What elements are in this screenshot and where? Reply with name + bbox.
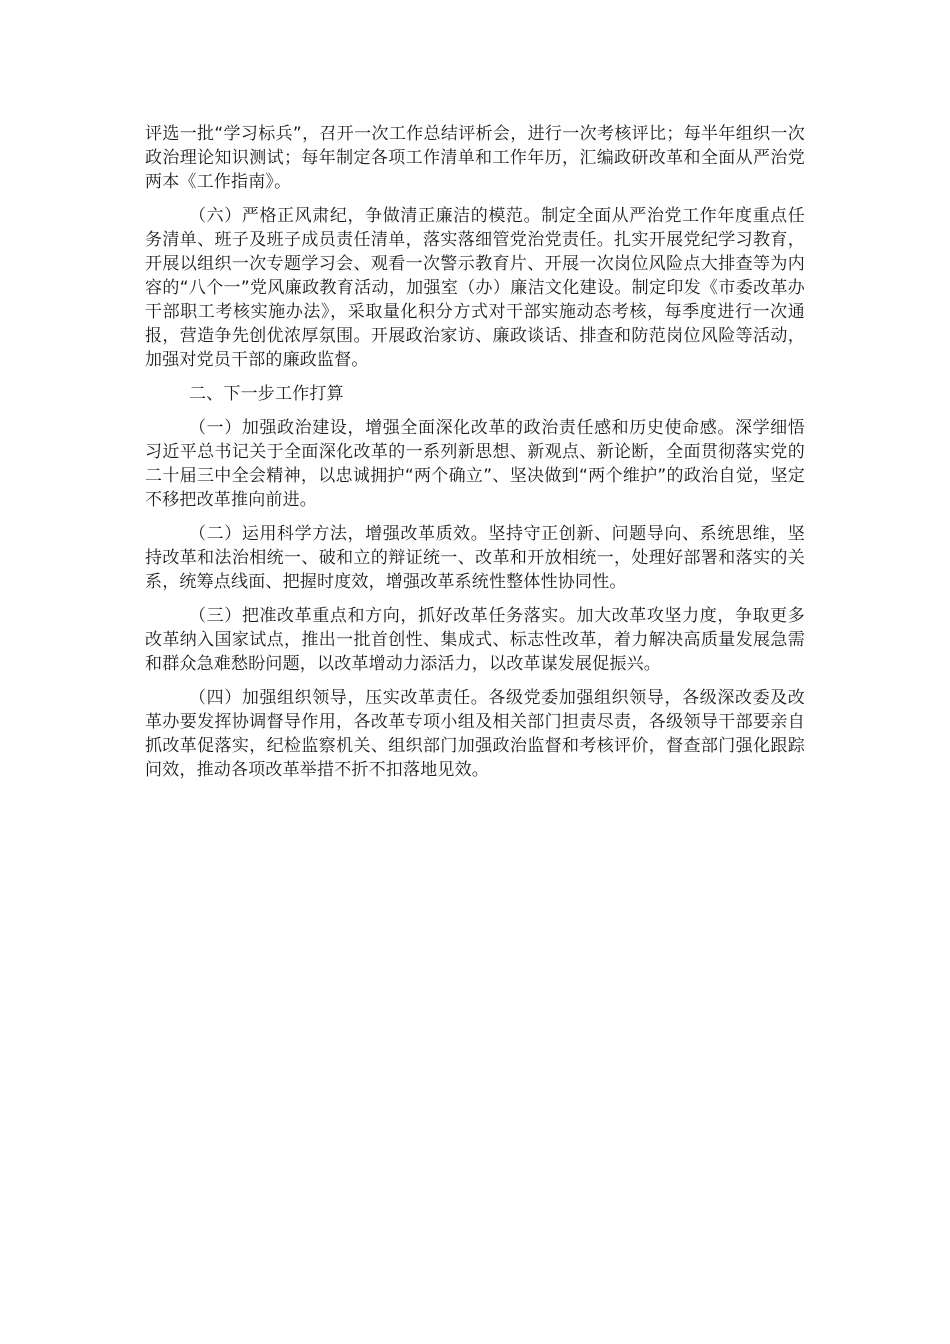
- document-body: [145, 122, 805, 792]
- paragraph-continuation: 评选一批“学习标兵”，召开一次工作总结评析会，进行一次考核评比；每半年组织一次政治理论知识测试；每年制定各项工作清单和工作年历，汇编政研改革和全面从严治党两本《工作指南》。: [145, 124, 805, 192]
- paragraph-item-one: （一）加强政治建设，增强全面深化改革的政治责任感和历史使命感。深学细悟习近平总书记关于全面深化改革的一系列新思想、新观点、新论断，全面贯彻落实党的二十届三中全会精神，以忠诚拥护“两个确立”、坚决做到“两个维护”的政治自觉，坚定不移把改革推向前进。: [145, 418, 805, 510]
- paragraph-section-six: （六）严格正风肃纪，争做清正廉洁的模范。制定全面从严治党工作年度重点任务清单、班子及班子成员责任清单，落实落细管党治党责任。扎实开展党纪学习教育，开展以组织一次专题学习会、观看一次警示教育片、开展一次岗位风险点大排查等为内容的“八个一”党风廉政教育活动，加强室（办）廉洁文化建设。制定印发《市委改革办干部职工考核实施办法》，采取量化积分方式对干部实施动态考核，每季度进行一次通报，营造争先创优浓厚氛围。开展政治家访、廉政谈话、排查和防范岗位风险等活动，加强对党员干部的廉政监督。: [145, 206, 805, 370]
- section-heading-next-steps: 二、下一步工作打算: [189, 384, 344, 404]
- paragraph-item-four: （四）加强组织领导，压实改革责任。各级党委加强组织领导，各级深改委及改革办要发挥协调督导作用，各改革专项小组及相关部门担责尽责，各级领导干部要亲自抓改革促落实，纪检监察机关、组织部门加强政治监督和考核评价，督查部门强化跟踪问效，推动各项改革举措不折不扣落地见效。: [145, 688, 805, 780]
- paragraph-item-two: （二）运用科学方法，增强改革质效。坚持守正创新、问题导向、系统思维，坚持改革和法治相统一、破和立的辩证统一、改革和开放相统一，处理好部署和落实的关系，统筹点线面、把握时度效，增强改革系统性整体性协同性。: [145, 524, 805, 592]
- paragraph-item-three: （三）把准改革重点和方向，抓好改革任务落实。加大改革攻坚力度，争取更多改革纳入国家试点，推出一批首创性、集成式、标志性改革，着力解决高质量发展急需和群众急难愁盼问题，以改革增动力添活力，以改革谋发展促振兴。: [145, 606, 805, 674]
